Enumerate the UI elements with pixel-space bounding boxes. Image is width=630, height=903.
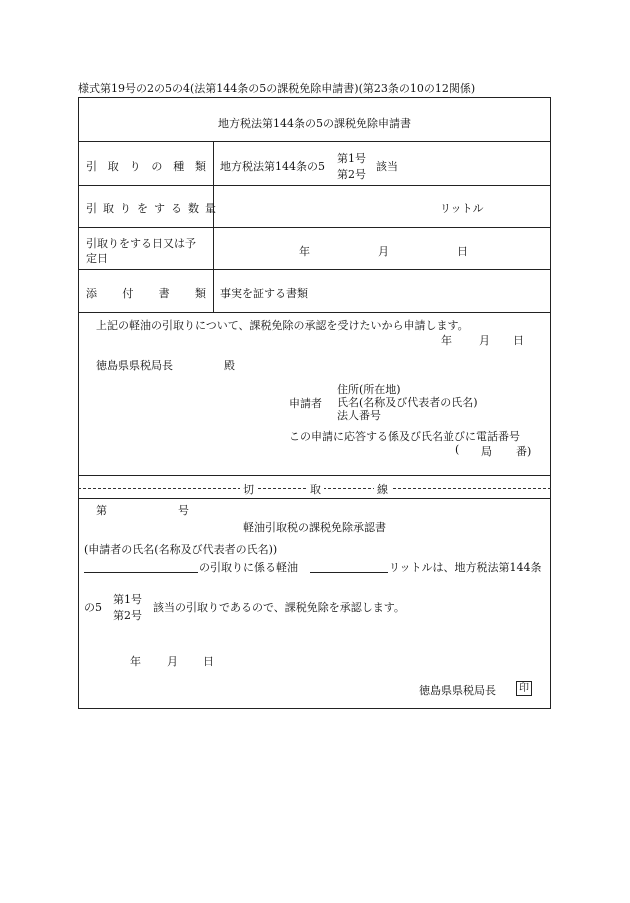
kind-value-prefix: 地方税法第144条の5 [220, 160, 325, 173]
date-day: 日 [457, 245, 468, 258]
honorific: 殿 [224, 359, 235, 372]
date-label-line2: 定日 [86, 252, 108, 265]
approval-text-no5: の5 [84, 601, 102, 614]
kind-label-char: の [151, 160, 163, 173]
kind-label-char: 類 [194, 160, 206, 173]
approval-item1: 第1号 [113, 593, 142, 606]
applicant-address: 住所(所在地) [337, 383, 401, 396]
applicant-label: 申請者 [289, 397, 322, 410]
kind-item1: 第1号 [337, 152, 366, 165]
application-date-day: 日 [513, 334, 524, 347]
application-date-year: 年 [441, 334, 452, 347]
attachment-label [86, 285, 206, 301]
kind-value-suffix: 該当 [376, 160, 398, 173]
approval-text-part2: リットルは、地方税法第144条 [389, 561, 542, 574]
kind-label-char: 引 [86, 160, 97, 173]
attachment-label-char: 書 [158, 287, 170, 300]
statement-text: 上記の軽油の引取りについて、課税免除の承認を受けたいから申請します。 [96, 319, 469, 332]
approval-date-year: 年 [130, 655, 141, 668]
attachment-label-char: 類 [194, 287, 206, 300]
phone-open-paren: ( [455, 443, 460, 456]
attachment-label-char: 付 [122, 287, 134, 300]
form-header: 様式第19号の2の5の4(法第144条の5の課税免除申請書)(第23条の10の12関係) [78, 82, 476, 95]
approval-text-part1: の引取りに係る軽油 [199, 561, 298, 574]
approval-number-go: 号 [178, 504, 189, 517]
kind-label [86, 158, 206, 174]
row-divider [78, 227, 551, 228]
row-divider [78, 475, 551, 476]
row-divider [78, 498, 551, 499]
cut-label-kiri: 切 [240, 481, 257, 497]
approval-item2: 第2号 [113, 609, 142, 622]
seal-stamp: 印 [516, 681, 532, 696]
phone-number: 番) [516, 445, 532, 458]
column-divider [213, 141, 214, 312]
underline-blank-applicant [84, 572, 198, 573]
attachment-label-char: 添 [86, 287, 97, 300]
approval-date-day: 日 [203, 655, 214, 668]
date-month: 月 [378, 245, 389, 258]
corporate-number: 法人番号 [337, 409, 381, 422]
row-divider [78, 312, 551, 313]
contact-line: この申請に応答する係及び氏名並びに電話番号 [289, 430, 520, 443]
applicant-name: 氏名(名称及び代表者の氏名) [337, 396, 478, 409]
kind-label-char: 種 [173, 160, 185, 173]
row-divider [78, 141, 551, 142]
kind-label-char: 取 [107, 160, 119, 173]
attachment-value: 事実を証する書類 [220, 287, 308, 300]
approval-applicant-name: (申請者の氏名(名称及び代表者の氏名)) [84, 543, 278, 556]
quantity-unit: リットル [440, 202, 484, 215]
kind-item2: 第2号 [337, 168, 366, 181]
application-title: 地方税法第144条の5の課税免除申請書 [218, 117, 411, 130]
kind-label-char: り [129, 160, 141, 173]
application-date-month: 月 [479, 334, 490, 347]
phone-exchange: 局 [481, 445, 492, 458]
approval-text-part3: 該当の引取りであるので、課税免除を承認します。 [153, 601, 405, 614]
cut-label-sen: 線 [374, 481, 391, 497]
date-year: 年 [299, 245, 310, 258]
row-divider [78, 269, 551, 270]
approval-title: 軽油引取税の課税免除承認書 [243, 521, 386, 534]
row-divider [78, 185, 551, 186]
addressee: 徳島県県税局長 [96, 359, 173, 372]
approval-issuer: 徳島県県税局長 [419, 684, 496, 697]
date-label-line1: 引取りをする日又は予 [86, 237, 196, 250]
approval-number-dai: 第 [96, 504, 107, 517]
approval-date-month: 月 [167, 655, 178, 668]
quantity-label: 引取りをする数量 [86, 202, 222, 215]
underline-blank-quantity [310, 572, 388, 573]
cut-label-tori: 取 [307, 481, 324, 497]
